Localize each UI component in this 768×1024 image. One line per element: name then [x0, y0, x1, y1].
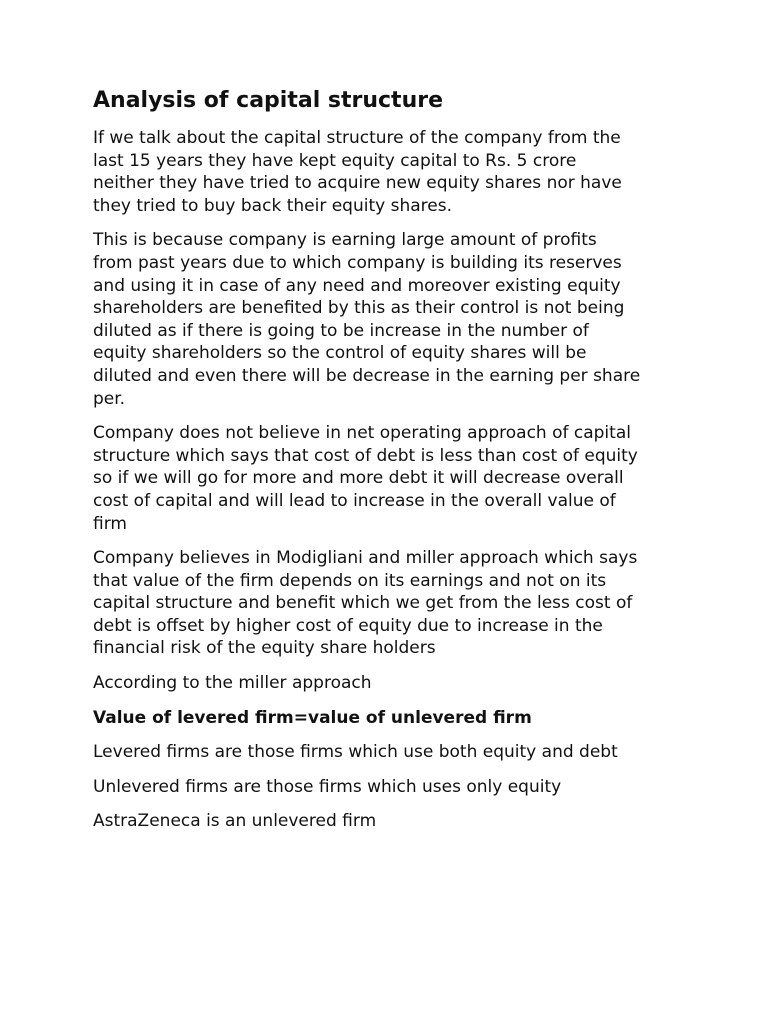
paragraph-line: cost of capital and will lead to increase in the overall value of [93, 490, 616, 511]
paragraph-line: Company believes in Modigliani and miller approach which says [93, 548, 638, 569]
paragraph-line: Value of levered firm=value of unlevered firm [93, 707, 532, 728]
paragraph-line: capital structure and benefit which we get from the less cost of [93, 593, 633, 614]
paragraph-line: According to the miller approach [93, 673, 372, 694]
paragraph-line: Company does not believe in net operating approach of capital [93, 423, 631, 444]
document-title: Analysis of capital structure [93, 88, 444, 113]
paragraph-line: neither they have tried to acquire new equity shares nor have [93, 173, 622, 194]
paragraph-line: financial risk of the equity share holders [93, 638, 436, 659]
paragraph-5 [93, 672, 681, 695]
paragraph-2 [93, 229, 681, 410]
paragraph-line: last 15 years they have kept equity capital to Rs. 5 crore [93, 150, 577, 171]
paragraph-line: they tried to buy back their equity shares. [93, 195, 452, 216]
paragraph-line: equity shareholders so the control of equity shares will be [93, 343, 587, 364]
paragraph-line: If we talk about the capital structure of the company from the [93, 128, 621, 148]
paragraph-line: structure which says that cost of debt is less than cost of equity [93, 445, 638, 466]
paragraph-line: per. [93, 388, 126, 409]
paragraph-7 [93, 741, 681, 764]
paragraph-line: from past years due to which company is building its reserves [93, 252, 622, 273]
paragraph-line: that value of the firm depends on its earnings and not on its [93, 570, 607, 591]
paragraph-line: Unlevered firms are those firms which uses only equity [93, 776, 562, 797]
paragraph-line: AstraZeneca is an unlevered firm [93, 811, 377, 832]
paragraph-line: debt is offset by higher cost of equity due to increase in the [93, 615, 603, 636]
paragraph-3 [93, 422, 681, 535]
paragraph-line: so if we will go for more and more debt it will decrease overall [93, 468, 624, 489]
paragraph-line: firm [93, 513, 127, 534]
paragraph-line: diluted as if there is going to be increase in the number of [93, 320, 589, 341]
paragraph-4 [93, 547, 681, 660]
paragraph-1 [93, 127, 681, 217]
paragraph-line: This is because company is earning large amount of profits [93, 230, 597, 251]
paragraph-6-bold [93, 707, 681, 730]
paragraph-line: and using it in case of any need and moreover existing equity [93, 275, 621, 296]
paragraph-9 [93, 810, 681, 833]
paragraph-line: diluted and even there will be decrease in the earning per share [93, 365, 641, 386]
paragraph-line: shareholders are benefited by this as their control is not being [93, 298, 625, 319]
paragraph-8 [93, 776, 681, 799]
paragraph-line: Levered firms are those firms which use both equity and debt [93, 742, 618, 763]
